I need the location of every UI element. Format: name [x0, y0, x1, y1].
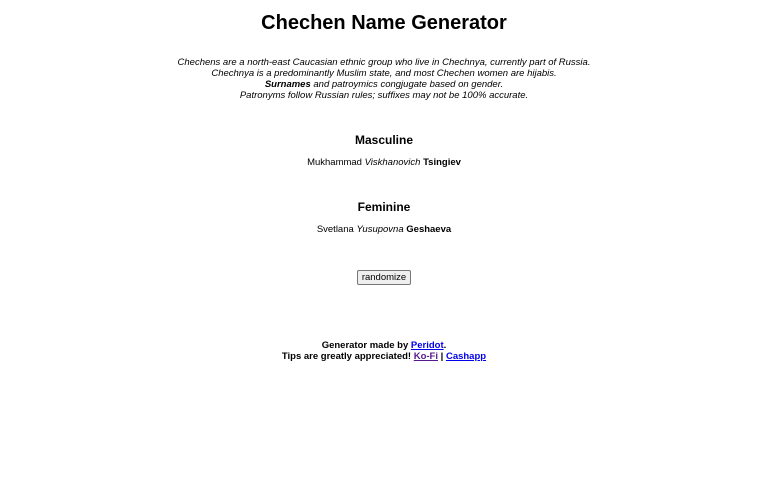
kofi-link[interactable]: Ko-Fi	[413, 351, 439, 362]
footer-separator: |	[438, 351, 446, 362]
randomize-button[interactable]: randomize	[357, 270, 411, 285]
footer	[0, 340, 768, 362]
masculine-heading: Masculine	[354, 133, 414, 147]
feminine-heading: Feminine	[357, 200, 411, 214]
intro-text	[0, 57, 768, 101]
feminine-patronym: Yusupovna	[356, 224, 404, 235]
footer-tips	[0, 351, 768, 362]
intro-line-3	[0, 79, 768, 90]
intro-line-1: Chechens are a north-east Caucasian ethnic group who live in Chechnya, currently part of Russia.	[177, 57, 591, 68]
masculine-surname: Tsingiev	[423, 157, 461, 168]
intro-line-3-rest: and patroymics congjugate based on gender.	[310, 79, 504, 90]
intro-surnames-bold: Surnames	[264, 79, 311, 90]
footer-tips-text: Tips are greatly appreciated!	[281, 351, 414, 362]
intro-line-4: Patronyms follow Russian rules; suffixes may not be 100% accurate.	[239, 90, 529, 101]
randomize-wrapper	[0, 267, 768, 285]
footer-made-by: Generator made by	[321, 340, 411, 351]
feminine-first-name: Svetlana	[316, 224, 354, 235]
footer-credit	[0, 340, 768, 351]
footer-period: .	[443, 340, 447, 351]
cashapp-link[interactable]: Cashapp	[445, 351, 487, 362]
masculine-patronym: Viskhanovich	[364, 157, 421, 168]
author-link[interactable]: Peridot	[410, 340, 444, 351]
feminine-surname: Geshaeva	[406, 224, 452, 235]
masculine-first-name: Mukhammad	[307, 157, 362, 168]
intro-line-2: Chechnya is a predominantly Muslim state, and most Chechen women are hijabis.	[211, 68, 557, 79]
feminine-name	[0, 224, 768, 235]
masculine-name	[0, 157, 768, 168]
page-title: Chechen Name Generator	[261, 12, 507, 34]
